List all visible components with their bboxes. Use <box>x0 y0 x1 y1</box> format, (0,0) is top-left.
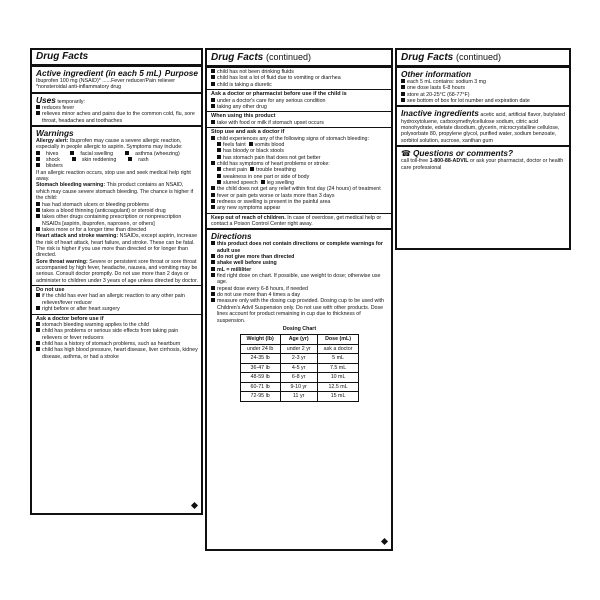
uses-heading: Uses <box>36 94 56 105</box>
bullet-icon <box>211 292 215 296</box>
bullet-icon <box>211 120 215 124</box>
table-row: 24-35 lb 2-3 yr 5 mL <box>240 354 359 364</box>
list-item: child has high blood pressure, heart disease, liver cirrhosis, kidney disease, asthma, or had a stroke <box>36 347 198 360</box>
bullet-icon <box>217 174 221 178</box>
bullet-icon <box>211 241 215 245</box>
list-item: has had stomach ulcers or bleeding problems <box>36 202 198 208</box>
list-item: shake well before using <box>211 260 388 266</box>
bullet-icon <box>211 273 215 277</box>
bullet-icon <box>36 347 40 351</box>
throat-warning: Sore throat warning: Severe or persistent sore throat or sore throat accompanied by high fever, headache, nausea, and vomiting may be serious. Consult doctor promptly. Do not use more than 2 days or administer to children under 3 years of age unless directed by doctor. <box>36 258 198 284</box>
bullet-icon <box>211 193 215 197</box>
bullet-icon <box>36 111 40 115</box>
bullet-icon <box>36 151 40 155</box>
list-item: do not give more than directed <box>211 254 388 260</box>
ask-pharmacist-heading: Ask a doctor or pharmacist before use if the child is <box>211 91 347 98</box>
bullet-icon <box>211 298 215 302</box>
ask-doctor-heading: Ask a doctor before use if <box>36 315 104 322</box>
list-item: repeat dose every 6-8 hours, if needed <box>211 286 388 292</box>
bullet-icon <box>249 142 253 146</box>
list-item: slurred speech leg swelling <box>211 180 388 186</box>
list-item: any new symptoms appear <box>211 205 388 211</box>
list-item: takes a blood thinning (anticoagulant) or steroid drug <box>36 208 198 214</box>
list-item: reduces fever <box>36 105 198 111</box>
bullet-icon <box>211 136 215 140</box>
list-item: taking any other drug <box>211 104 388 110</box>
stomach-warning: Stomach bleeding warning: This product contains an NSAID, which may cause severe stomach bleeding. The chance is higher if the child: <box>36 182 194 202</box>
bullet-icon <box>211 260 215 264</box>
phone-number: 1-800-88-ADVIL <box>429 158 469 165</box>
list-item: redness or swelling is present in the painful area <box>211 199 388 205</box>
bullet-icon <box>401 85 405 89</box>
bullet-icon <box>211 161 215 165</box>
bullet-icon <box>211 205 215 209</box>
list-item: under a doctor's care for any serious condition <box>211 98 388 104</box>
allergy-symptoms-row: shock skin reddening rash blisters <box>36 157 198 170</box>
list-item: if the child has ever had an allergic reaction to any other pain reliever/fever reducer <box>36 293 198 306</box>
active-ingredient-heading: Active ingredient (in each 5 mL) <box>36 68 162 78</box>
list-item: find right dose on chart. If possible, use weight to dose; otherwise use age. <box>211 273 388 286</box>
heart-warning: Heart attack and stroke warning: NSAIDs, except aspirin, increase the risk of heart attack, heart failure, and stroke. These can be fatal. The risk is higher if you use more than directed or for longer than directed. <box>36 233 198 259</box>
table-row: under 24 lb under 2 yr ask a doctor <box>240 344 359 354</box>
list-item: weakness in one part or side of body <box>211 174 388 180</box>
directions-heading: Directions <box>211 231 252 242</box>
allergy-alert: Allergy alert: Ibuprofen may cause a severe allergic reaction, especially in people allergic to aspirin. Symptoms may include: <box>36 138 183 151</box>
bullet-icon <box>217 167 221 171</box>
list-item: this product does not contain directions or complete warnings for adult use <box>211 241 388 254</box>
list-item: child has lost a lot of fluid due to vomiting or diarrhea <box>211 75 388 81</box>
bullet-icon <box>211 286 215 290</box>
nsaid-footnote: *nonsteroidal anti-inflammatory drug <box>36 84 122 91</box>
do-not-use-heading: Do not use <box>36 286 65 293</box>
table-row: 60-71 lb 9-10 yr 12.5 mL <box>240 382 359 392</box>
bullet-icon <box>36 322 40 326</box>
bullet-icon <box>217 180 221 184</box>
list-item: takes other drugs containing prescription or nonprescription NSAIDs [aspirin, ibuprofen, naproxen, or others] <box>36 214 198 227</box>
list-item: stomach bleeding warning applies to the child <box>36 322 198 328</box>
bullet-icon <box>36 208 40 212</box>
active-ingredient-line: Ibuprofen 100 mg (NSAID)* ......Fever reducer/Pain reliever <box>36 78 175 84</box>
bullet-icon <box>211 254 215 258</box>
panel-header: Drug Facts <box>32 50 201 67</box>
list-item: has bloody or black stools <box>211 148 388 154</box>
call-line: call toll-free 1-800-88-ADVIL or ask your pharmacist, doctor or health care professional <box>401 158 564 171</box>
dosing-chart-table <box>240 334 360 402</box>
list-item: store at 20-25°C (68-77°F) <box>401 92 566 98</box>
bullet-icon <box>401 92 405 96</box>
list-item: child experiences any of the following signs of stomach bleeding: <box>211 136 388 142</box>
drug-facts-panel-1 <box>30 48 203 515</box>
panel-header: Drug Facts (continued) <box>207 50 391 68</box>
purpose-heading: Purpose <box>164 68 198 78</box>
bullet-icon <box>128 157 132 161</box>
list-item: measure only with the dosing cup provided. Dosing cup to be used with Children's Advil Suspension only. Do not use with other products. Dose lines account for product remaining in cup due to thickness of suspension. <box>211 298 388 323</box>
bullet-icon <box>72 157 76 161</box>
table-row: 72-95 lb 11 yr 15 mL <box>240 392 359 402</box>
list-item: has stomach pain that does not get better <box>211 155 388 161</box>
when-using-heading: When using this product <box>211 113 276 120</box>
bullet-icon <box>401 79 405 83</box>
list-item: fever or pain gets worse or lasts more than 3 days <box>211 193 388 199</box>
list-item: child has problems or serious side effects from taking pain relievers or fever reducers <box>36 328 198 341</box>
list-item: feels faint vomits blood <box>211 142 388 148</box>
table-row: 36-47 lb 4-5 yr 7.5 mL <box>240 363 359 373</box>
list-item: child is taking a diuretic <box>211 82 388 88</box>
other-information-heading: Other information <box>401 69 472 79</box>
bullet-icon <box>36 163 40 167</box>
continued-arrow-icon <box>381 538 388 545</box>
bullet-icon <box>211 98 215 102</box>
bullet-icon <box>217 148 221 152</box>
bullet-icon <box>36 306 40 310</box>
list-item: each 5 mL contains: sodium 3 mg <box>401 79 566 85</box>
bullet-icon <box>250 167 254 171</box>
bullet-icon <box>36 202 40 206</box>
bullet-icon <box>217 155 221 159</box>
bullet-icon <box>211 267 215 271</box>
list-item: the child does not get any relief within first day (24 hours) of treatment <box>211 186 388 192</box>
warnings-heading: Warnings <box>36 128 74 139</box>
bullet-icon <box>36 214 40 218</box>
stop-use-heading: Stop use and ask a doctor if <box>211 129 285 136</box>
continued-arrow-icon <box>191 502 198 509</box>
list-item: child has not been drinking fluids <box>211 69 388 75</box>
keep-out-of-reach: Keep out of reach of children. In case of overdose, get medical help or contact a Poison Control Center right away. <box>211 214 382 228</box>
bullet-icon <box>401 98 405 102</box>
bullet-icon <box>125 151 129 155</box>
drug-facts-panel-3 <box>395 48 571 250</box>
list-item: child has a history of stomach problems, such as heartburn <box>36 341 198 347</box>
bullet-icon <box>211 75 215 79</box>
allergy-after: If an allergic reaction occurs, stop use and seek medical help right away. <box>36 169 191 183</box>
list-item: relieves minor aches and pains due to the common cold, flu, sore throat, headaches and toothaches <box>36 111 198 124</box>
list-item: mL = milliliter <box>211 267 388 273</box>
list-item: see bottom of box for lot number and expiration date <box>401 98 566 104</box>
questions-heading: ☎ Questions or comments? <box>401 148 514 159</box>
table-header-row: Weight (lb) Age (yr) Dose (mL) <box>240 335 359 345</box>
bullet-icon <box>36 157 40 161</box>
bullet-icon <box>217 142 221 146</box>
bullet-icon <box>36 328 40 332</box>
uses-lead: temporarily: <box>57 98 85 105</box>
inactive-ingredients: Inactive ingredients acetic acid, artificial flavor, butylated hydroxytoluene, carboxymethylcellulose sodium, citric acid monohydrate, edetate disodium, glycerin, microcrystalline cellulose, polysorbate 80, propylene glycol, purified water, sodium benzoate, sorbitol solution, sucrose, xanthan gum <box>401 108 565 144</box>
bullet-icon <box>211 69 215 73</box>
phone-icon: ☎ <box>401 149 411 159</box>
bullet-icon <box>36 341 40 345</box>
drug-facts-panel-2 <box>205 48 393 551</box>
list-item: one dose lasts 6-8 hours <box>401 85 566 91</box>
bullet-icon <box>211 186 215 190</box>
bullet-icon <box>36 293 40 297</box>
list-item: take with food or milk if stomach upset occurs <box>211 120 388 126</box>
allergy-symptoms-row: hives facial swelling asthma (wheezing) <box>36 151 198 157</box>
list-item: chest pain trouble breathing <box>211 167 388 173</box>
bullet-icon <box>36 105 40 109</box>
dosing-chart-title: Dosing Chart <box>282 325 317 332</box>
bullet-icon <box>261 180 265 184</box>
table-row: 48-59 lb 6-8 yr 10 mL <box>240 373 359 383</box>
list-item: do not use more than 4 times a day <box>211 292 388 298</box>
panel-header: Drug Facts (continued) <box>397 50 569 68</box>
bullet-icon <box>211 104 215 108</box>
list-item: child has symptoms of heart problems or stroke: <box>211 161 388 167</box>
bullet-icon <box>211 82 215 86</box>
bullet-icon <box>70 151 74 155</box>
list-item: right before or after heart surgery <box>36 306 198 312</box>
list-item: takes more or for a longer time than directed <box>36 227 198 233</box>
bullet-icon <box>36 227 40 231</box>
bullet-icon <box>211 199 215 203</box>
